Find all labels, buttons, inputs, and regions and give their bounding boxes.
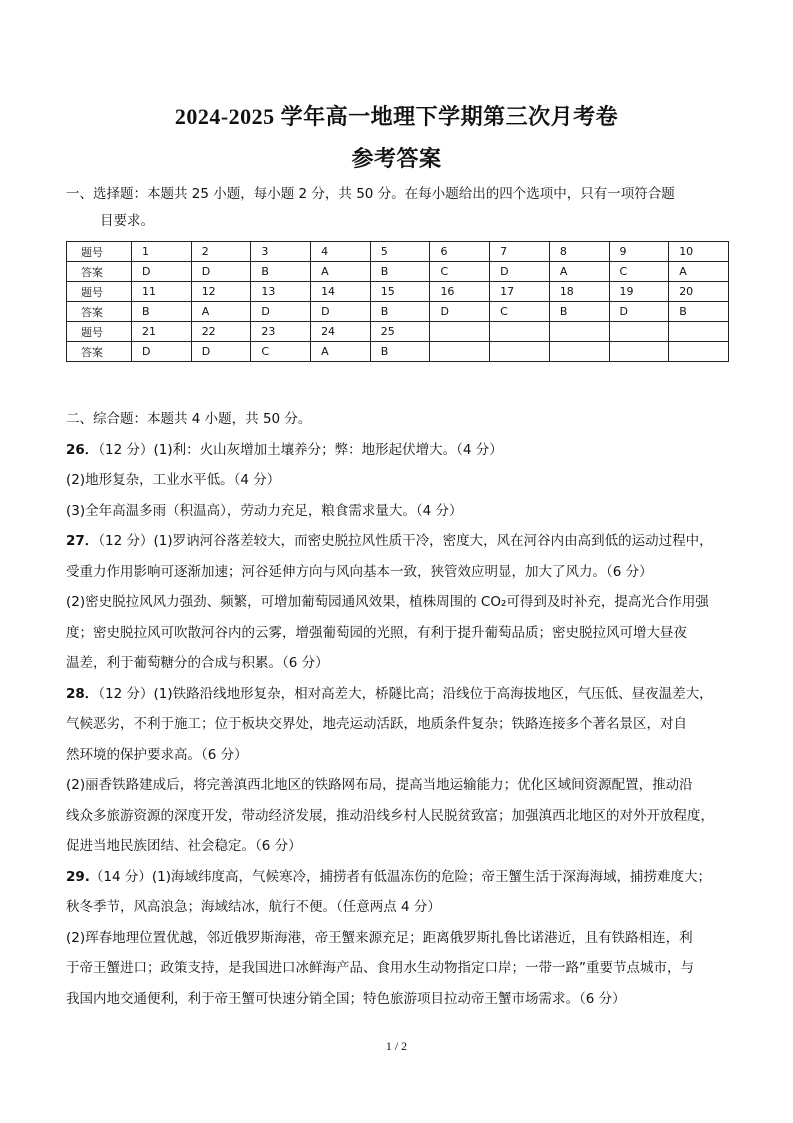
table-cell: 6 bbox=[430, 242, 490, 262]
table-cell: 19 bbox=[609, 282, 669, 302]
q28-line-5: 线众多旅游资源的深度开发，带动经济发展，推动沿线乡村人民脱贫致富；加强滇西北地区的对外开放程度， bbox=[66, 807, 714, 824]
table-cell: 20 bbox=[669, 282, 729, 302]
q28-text-1: （12 分）(1)铁路沿线地形复杂，相对高差大，桥隧比高；沿线位于高海拔地区，气压低、昼夜温差大， bbox=[98, 685, 713, 702]
q29-text-1: （14 分）(1)海域纬度高，气候寒冷，捕捞者有低温冻伤的危险；帝王蟹生活于深海海域，捕捞难度大； bbox=[89, 868, 712, 885]
q28-number: 28． bbox=[66, 685, 99, 702]
q28-line-6: 促进当地民族团结、社会稳定。（6 分） bbox=[66, 838, 302, 854]
answers-body bbox=[66, 404, 738, 1014]
table-row-header: 答案 bbox=[67, 342, 132, 362]
table-cell bbox=[669, 322, 729, 342]
table-cell: 5 bbox=[370, 242, 430, 262]
q26-line-2: (2)地形复杂，工业水平低。（4 分） bbox=[66, 472, 281, 488]
table-cell: B bbox=[370, 302, 430, 322]
table-row bbox=[67, 262, 729, 282]
table-cell: 14 bbox=[311, 282, 371, 302]
table-cell: 18 bbox=[549, 282, 609, 302]
table-cell: 8 bbox=[549, 242, 609, 262]
table-cell: D bbox=[132, 262, 192, 282]
table-cell: C bbox=[490, 302, 550, 322]
table-cell: 3 bbox=[251, 242, 311, 262]
q28-line-4: (2)丽香铁路建成后，将完善滇西北地区的铁路网布局，提高当地运输能力；优化区域间资源配置，推动沿 bbox=[66, 777, 693, 793]
table-cell: D bbox=[132, 342, 192, 362]
section-2-heading: 二、综合题：本题共 4 小题，共 50 分。 bbox=[66, 411, 312, 427]
table-cell: 16 bbox=[430, 282, 490, 302]
table-cell: D bbox=[191, 262, 251, 282]
table-cell: A bbox=[669, 262, 729, 282]
table-cell: D bbox=[609, 302, 669, 322]
q27-line-4: 度；密史脱拉风可吹散河谷内的云雾，增强葡萄园的光照，有利于提升葡萄品质；密史脱拉风可增大昼夜 bbox=[66, 624, 687, 641]
page-subtitle: 参考答案 bbox=[351, 146, 442, 171]
q26-number: 26． bbox=[66, 441, 99, 458]
section-1-heading-text: 一、选择题：本题共 25 小题，每小题 2 分，共 50 分。在每小题给出的四个选项中，只有一项符合题 bbox=[66, 186, 675, 202]
table-cell bbox=[609, 322, 669, 342]
table-row-header: 题号 bbox=[67, 242, 132, 262]
table-cell: 11 bbox=[132, 282, 192, 302]
q27-line-2: 受重力作用影响可逐渐加速；河谷延伸方向与风向基本一致，狭管效应明显，加大了风力。（6 分） bbox=[66, 563, 653, 580]
table-cell: B bbox=[549, 302, 609, 322]
q26-text-1: （12 分）(1)利：火山灰增加土壤养分；弊：地形起伏增大。（4 分） bbox=[98, 441, 503, 458]
table-cell: 1 bbox=[132, 242, 192, 262]
table-cell: 9 bbox=[609, 242, 669, 262]
answer-table bbox=[66, 241, 729, 362]
q29-line-2: 秋冬季节，风高浪急；海域结冰，航行不便。（任意两点 4 分） bbox=[66, 899, 441, 915]
q26-line-3: (3)全年高温多雨（积温高），劳动力充足，粮食需求量大。（4 分） bbox=[66, 502, 463, 519]
q28-line-3: 然环境的保护要求高。（6 分） bbox=[66, 746, 248, 763]
table-cell: 22 bbox=[191, 322, 251, 342]
table-cell bbox=[490, 322, 550, 342]
table-cell: C bbox=[251, 342, 311, 362]
table-cell: 7 bbox=[490, 242, 550, 262]
table-cell: B bbox=[669, 302, 729, 322]
table-cell: C bbox=[430, 262, 490, 282]
table-cell: 24 bbox=[311, 322, 371, 342]
table-cell: B bbox=[370, 262, 430, 282]
q28-line-2: 气候恶劣，不利于施工；位于板块交界处，地壳运动活跃，地质条件复杂；铁路连接多个著名景区，对自 bbox=[66, 716, 687, 732]
table-row-header: 答案 bbox=[67, 262, 132, 282]
q28-line-1 bbox=[66, 679, 738, 710]
table-cell bbox=[549, 342, 609, 362]
q26-line-1 bbox=[66, 435, 738, 466]
table-cell: 13 bbox=[251, 282, 311, 302]
table-cell bbox=[549, 322, 609, 342]
table-row bbox=[67, 322, 729, 342]
q27-line-1 bbox=[66, 526, 738, 557]
table-cell: 17 bbox=[490, 282, 550, 302]
section-1-heading bbox=[66, 181, 736, 235]
table-cell: A bbox=[191, 302, 251, 322]
table-row bbox=[67, 282, 729, 302]
q29-line-1 bbox=[66, 862, 738, 893]
page-title: 2024-2025 学年高一地理下学期第三次月考卷 bbox=[174, 104, 619, 129]
q29-line-3: (2)珲春地理位置优越，邻近俄罗斯海港，帝王蟹来源充足；距离俄罗斯扎鲁比诺港近，且有铁路相连，利 bbox=[66, 929, 693, 946]
table-cell: A bbox=[311, 262, 371, 282]
table-cell: A bbox=[311, 342, 371, 362]
q27-line-3: (2)密史脱拉风风力强劲、频繁，可增加葡萄园通风效果，植株周围的 CO₂可得到及时补充，提高光合作用强 bbox=[66, 594, 709, 610]
table-cell: B bbox=[370, 342, 430, 362]
q27-line-5: 温差，利于葡萄糖分的合成与积累。（6 分） bbox=[66, 655, 329, 671]
table-cell: 2 bbox=[191, 242, 251, 262]
page-number: 1 / 2 bbox=[385, 1039, 408, 1053]
table-cell: D bbox=[430, 302, 490, 322]
table-cell bbox=[669, 342, 729, 362]
section-1-heading-cont: 目要求。 bbox=[100, 213, 154, 229]
table-cell: 25 bbox=[370, 322, 430, 342]
table-cell: B bbox=[251, 262, 311, 282]
table-row bbox=[67, 342, 729, 362]
table-cell: 23 bbox=[251, 322, 311, 342]
table-cell: 21 bbox=[132, 322, 192, 342]
table-cell: B bbox=[132, 302, 192, 322]
table-cell: C bbox=[609, 262, 669, 282]
q27-text-1: （12 分）(1)罗讷河谷落差较大，而密史脱拉风性质干冷，密度大，风在河谷内由高到低的运动过程中， bbox=[98, 533, 713, 549]
table-cell: D bbox=[311, 302, 371, 322]
table-row-header: 题号 bbox=[67, 282, 132, 302]
table-cell: D bbox=[191, 342, 251, 362]
q29-line-4: 于帝王蟹进口；政策支持，是我国进口冰鲜海产品、食用水生动物指定口岸；一带一路”重要节点城市，与 bbox=[66, 960, 694, 976]
q29-line-5: 我国内地交通便利，利于帝王蟹可快速分销全国；特色旅游项目拉动帝王蟹市场需求。（6 分） bbox=[66, 990, 626, 1007]
table-cell: 10 bbox=[669, 242, 729, 262]
table-cell: D bbox=[251, 302, 311, 322]
table-cell: D bbox=[490, 262, 550, 282]
q29-number: 29. bbox=[66, 868, 90, 885]
table-cell: 12 bbox=[191, 282, 251, 302]
table-row bbox=[67, 242, 729, 262]
table-cell: 15 bbox=[370, 282, 430, 302]
table-cell bbox=[430, 322, 490, 342]
table-cell bbox=[430, 342, 490, 362]
q27-number: 27． bbox=[66, 533, 99, 549]
table-cell: 4 bbox=[311, 242, 371, 262]
table-row-header: 答案 bbox=[67, 302, 132, 322]
table-row bbox=[67, 302, 729, 322]
table-cell bbox=[609, 342, 669, 362]
table-cell: A bbox=[549, 262, 609, 282]
table-row-header: 题号 bbox=[67, 322, 132, 342]
table-cell bbox=[490, 342, 550, 362]
